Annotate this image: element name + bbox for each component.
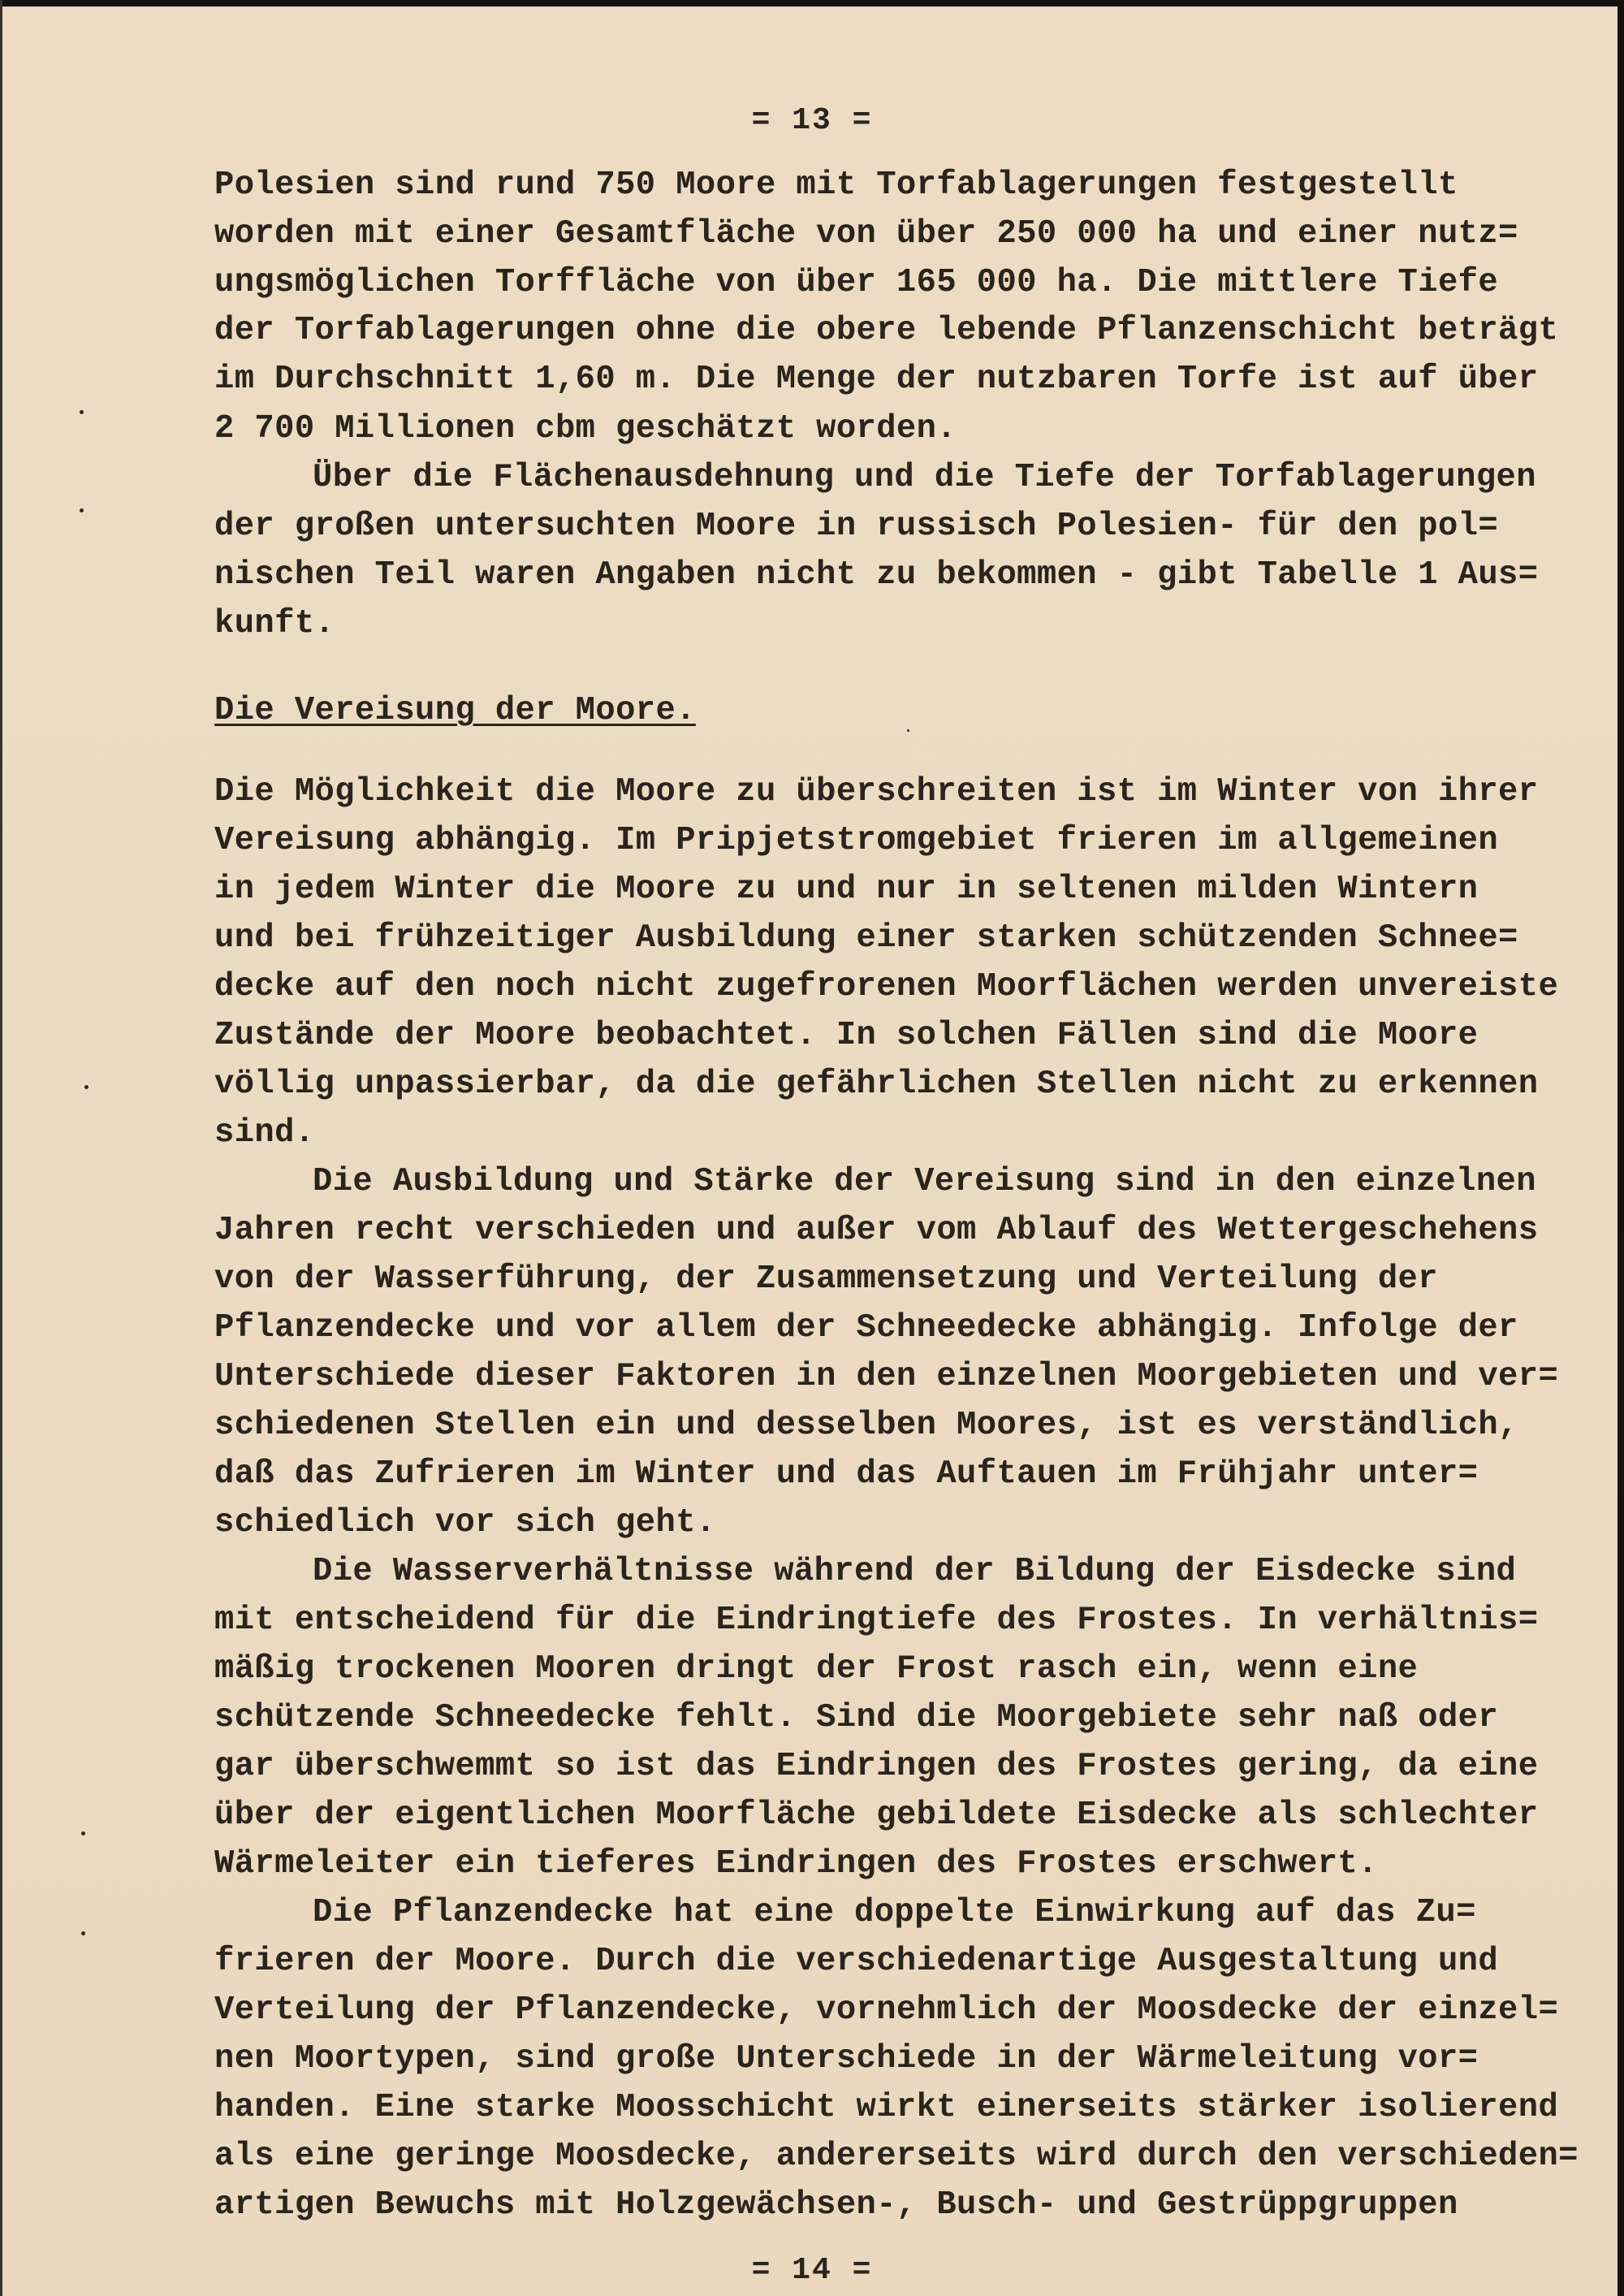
text-line: kunft.	[214, 605, 335, 642]
text-line: als eine geringe Moosdecke, andererseits wird durch den verschieden=	[214, 2138, 1579, 2175]
text-line: Wärmeleiter ein tieferes Eindringen des Frostes erschwert.	[214, 1845, 1378, 1883]
text-line: Polesien sind rund 750 Moore mit Torfablagerungen festgestellt	[214, 166, 1458, 204]
text-line: gar überschwemmt so ist das Eindringen des Frostes gering, da eine	[214, 1748, 1539, 1785]
scan-speck	[81, 1931, 85, 1935]
scan-speck	[907, 729, 909, 732]
scan-border-top	[0, 0, 1624, 6]
text-line: frieren der Moore. Durch die verschiedenartige Ausgestaltung und	[214, 1943, 1499, 1980]
text-line: und bei frühzeitiger Ausbildung einer starken schützenden Schnee=	[214, 919, 1518, 957]
scan-speck	[84, 1085, 89, 1089]
text-line: nen Moortypen, sind große Unterschiede in der Wärmeleitung vor=	[214, 2040, 1479, 2078]
text-line: Die Ausbildung und Stärke der Vereisung sind in den einzelnen	[313, 1163, 1536, 1200]
scan-speck	[80, 410, 84, 414]
scan-speck	[81, 1831, 85, 1836]
text-line: ungsmöglichen Torffläche von über 165 000 ha. Die mittlere Tiefe	[214, 264, 1499, 301]
text-line: sind.	[214, 1114, 315, 1152]
text-line: von der Wasserführung, der Zusammensetzung und Verteilung der	[214, 1260, 1438, 1298]
text-line: nischen Teil waren Angaben nicht zu bekommen - gibt Tabelle 1 Aus=	[214, 556, 1539, 594]
text-line: Zustände der Moore beobachtet. In solchen Fällen sind die Moore	[214, 1017, 1479, 1054]
text-line: mäßig trockenen Mooren dringt der Frost rasch ein, wenn eine	[214, 1650, 1419, 1688]
scan-border-right	[1618, 0, 1624, 2296]
text-line: schiedenen Stellen ein und desselben Moores, ist es verständlich,	[214, 1407, 1518, 1444]
text-line: über der eigentlichen Moorfläche gebildete Eisdecke als schlechter	[214, 1797, 1539, 1834]
scan-border-left	[0, 0, 2, 2296]
section-heading: Die Vereisung der Moore.	[214, 692, 696, 729]
text-line: daß das Zufrieren im Winter und das Auftauen im Frühjahr unter=	[214, 1455, 1479, 1493]
text-line: Vereisung abhängig. Im Pripjetstromgebiet frieren im allgemeinen	[214, 822, 1499, 859]
text-line: völlig unpassierbar, da die gefährlichen Stellen nicht zu erkennen	[214, 1066, 1539, 1103]
text-line: in jedem Winter die Moore zu und nur in seltenen milden Wintern	[214, 871, 1479, 908]
text-line: 2 700 Millionen cbm geschätzt worden.	[214, 410, 957, 448]
text-line: Jahren recht verschieden und außer vom Ablauf des Wettergeschehens	[214, 1212, 1539, 1249]
text-line: der Torfablagerungen ohne die obere lebende Pflanzenschicht beträgt	[214, 312, 1559, 349]
text-line: schützende Schneedecke fehlt. Sind die Moorgebiete sehr naß oder	[214, 1699, 1499, 1736]
text-line: Verteilung der Pflanzendecke, vornehmlich der Moosdecke der einzel=	[214, 1991, 1559, 2029]
text-line: decke auf den noch nicht zugefrorenen Moorflächen werden unvereiste	[214, 968, 1559, 1005]
text-line: worden mit einer Gesamtfläche von über 250 000 ha und einer nutz=	[214, 215, 1518, 253]
text-line: der großen untersuchten Moore in russisch Polesien- für den pol=	[214, 508, 1499, 545]
text-line: Die Möglichkeit die Moore zu überschreiten ist im Winter von ihrer	[214, 773, 1539, 811]
text-line: schiedlich vor sich geht.	[214, 1504, 716, 1541]
text-line: Die Wasserverhältnisse während der Bildung der Eisdecke sind	[313, 1553, 1517, 1590]
text-line: Unterschiede dieser Faktoren in den einzelnen Moorgebieten und ver=	[214, 1358, 1559, 1395]
text-line: Pflanzendecke und vor allem der Schneedecke abhängig. Infolge der	[214, 1309, 1518, 1347]
text-line: Über die Flächenausdehnung und die Tiefe der Torfablagerungen	[313, 459, 1536, 496]
scan-speck	[80, 508, 84, 512]
page-number-header: = 13 =	[751, 103, 873, 138]
text-line: Die Pflanzendecke hat eine doppelte Einwirkung auf das Zu=	[313, 1894, 1476, 1931]
text-line: mit entscheidend für die Eindringtiefe des Frostes. In verhältnis=	[214, 1602, 1539, 1639]
text-line: im Durchschnitt 1,60 m. Die Menge der nutzbaren Torfe ist auf über	[214, 361, 1539, 398]
text-line: artigen Bewuchs mit Holzgewächsen-, Busch- und Gestrüppgruppen	[214, 2186, 1458, 2224]
page-number-footer: = 14 =	[751, 2253, 873, 2288]
text-line: handen. Eine starke Moosschicht wirkt einerseits stärker isolierend	[214, 2089, 1559, 2126]
